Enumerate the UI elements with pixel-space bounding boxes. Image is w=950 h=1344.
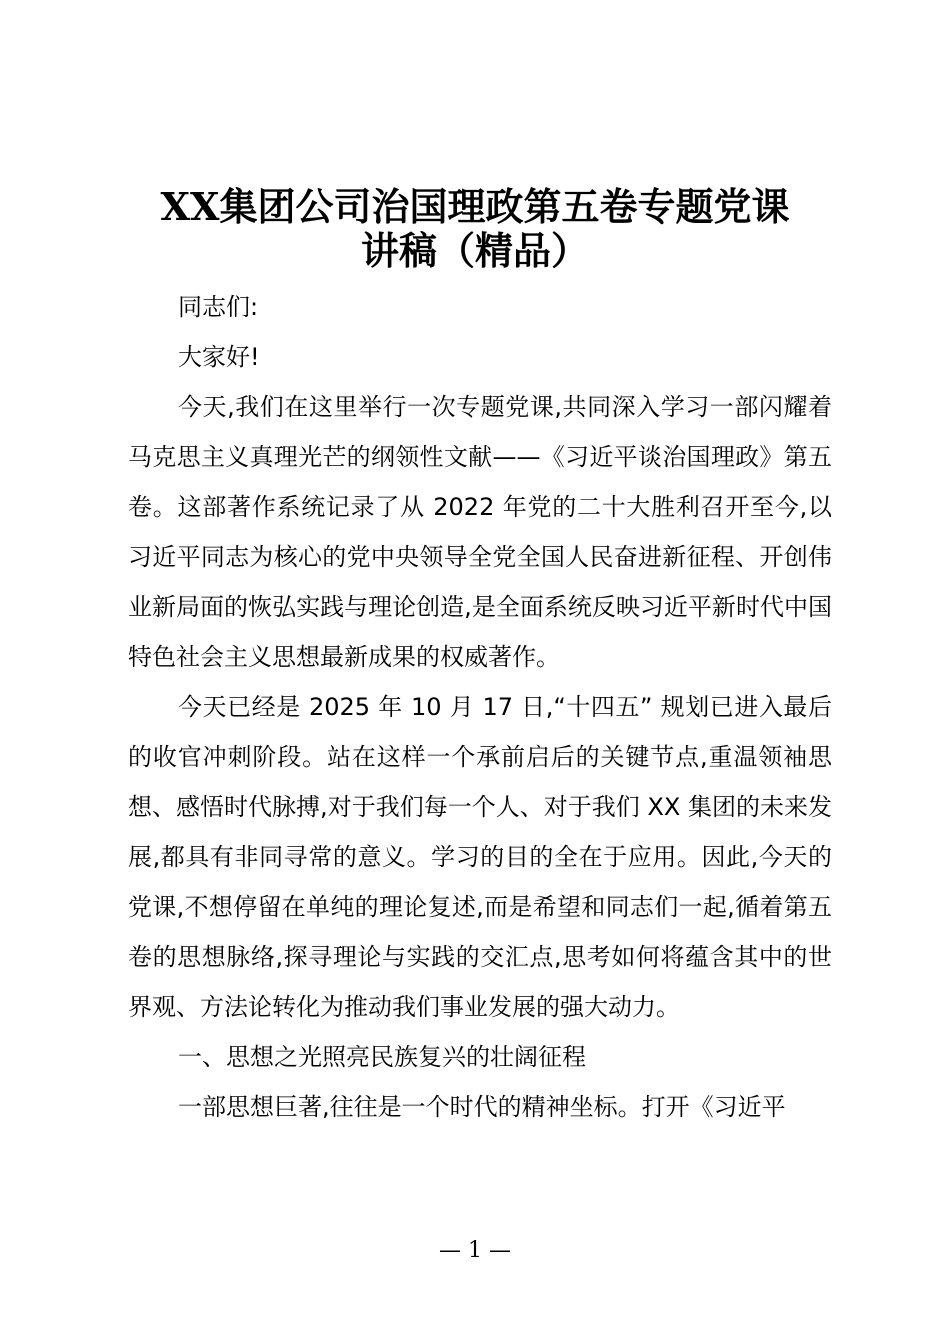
document-body: [128, 282, 832, 1132]
page-number: — 1 —: [439, 1238, 511, 1263]
paragraph-section-1: 一部思想巨著,往往是一个时代的精神坐标。打开《习近平: [178, 1093, 786, 1121]
section-heading-1: 一、思想之光照亮民族复兴的壮阔征程: [178, 1043, 586, 1071]
salutation: 同志们:: [178, 293, 259, 321]
document-title-line-2: 讲稿（精品）: [360, 228, 589, 273]
paragraph-intro: 今天,我们在这里举行一次专题党课,共同深入学习一部闪耀着马克思主义真理光芒的纲领性文献——《习近平谈治国理政》第五卷。这部著作系统记录了从 2022 年党的二十大胜利召开至今,以习近平同志为核心的党中央领导全党全国人民奋进新征程、开创伟业新局面的恢弘实践与理论创造,是全面系统反映习近平新时代中国特色社会主义思想最新成果的权威著作。: [128, 393, 832, 671]
paragraph-context: 今天已经是 2025 年 10 月 17 日,“十四五” 规划已进入最后的收官冲刺阶段。站在这样一个承前启后的关键节点,重温领袖思想、感悟时代脉搏,对于我们每一个人、对于我们 XX 集团的未来发展,都具有非同寻常的意义。学习的目的全在于应用。因此,今天的党课,不想停留在单纯的理论复述,而是希望和同志们一起,循着第五卷的思想脉络,探寻理论与实践的交汇点,思考如何将蕴含其中的世界观、方法论转化为推动我们事业发展的强大动力。: [128, 693, 832, 1021]
greeting: 大家好!: [178, 343, 260, 371]
document-title-line-1: XX集团公司治国理政第五卷专题党课: [160, 184, 790, 229]
